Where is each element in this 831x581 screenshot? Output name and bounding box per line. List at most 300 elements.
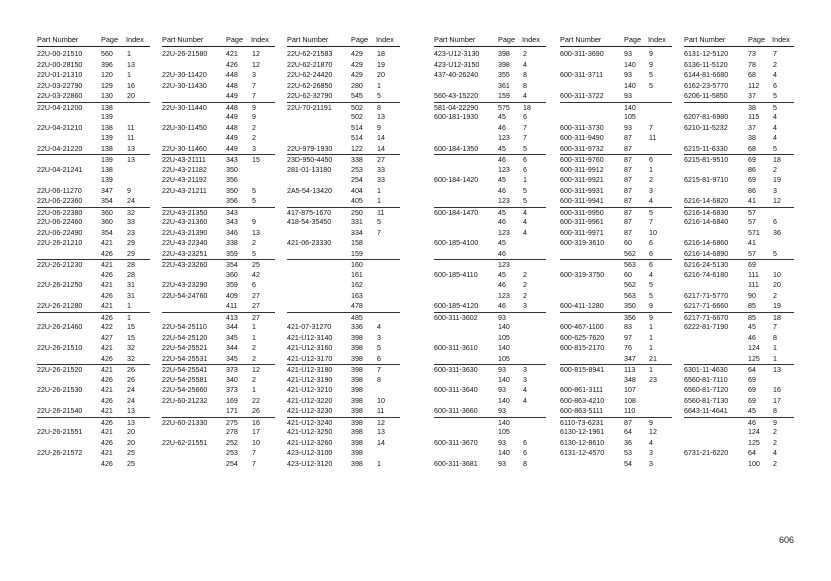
index-ref: 9	[649, 50, 653, 58]
part-number: 6301-11-4630	[684, 366, 728, 374]
index-ref: 5	[773, 103, 777, 112]
index-ref: 19	[773, 176, 781, 184]
index-row	[37, 207, 150, 218]
index-row	[560, 175, 672, 186]
index-row	[287, 301, 400, 312]
page-ref: 426	[101, 270, 113, 279]
page-ref: 350	[624, 302, 636, 310]
index-ref: 23	[649, 375, 657, 384]
part-number: 600-319-3610	[560, 239, 605, 247]
index-ref: 13	[127, 144, 135, 153]
page-ref: 405	[351, 197, 363, 205]
index-ref: 33	[377, 176, 385, 184]
index-ref: 26	[252, 407, 260, 415]
page-ref: 398	[351, 354, 363, 363]
index-row	[684, 175, 794, 186]
index-ref: 7	[523, 123, 527, 132]
page-ref: 280	[351, 81, 363, 90]
index-row	[162, 49, 275, 60]
index-row	[684, 196, 794, 207]
part-number: 22U-26-21210	[37, 239, 83, 247]
index-row	[560, 102, 672, 113]
index-ref: 15	[127, 323, 135, 331]
index-ref: 4	[773, 71, 777, 79]
part-number: 22U-06-22360	[37, 197, 83, 205]
page-ref: 46	[748, 333, 756, 342]
part-number: 22U-30-11450	[162, 123, 207, 132]
part-number: 6216-14-6840	[684, 218, 729, 226]
index-row	[434, 343, 546, 354]
header-part-number: Part Number	[287, 35, 329, 44]
index-ref: 11	[127, 123, 135, 132]
index-row	[162, 333, 275, 344]
part-number: 600-319-3750	[560, 270, 605, 279]
index-row	[287, 154, 400, 165]
page-ref: 60	[624, 270, 632, 279]
index-row	[560, 343, 672, 354]
part-number: 22U-43-21390	[162, 228, 208, 237]
page-ref: 123	[498, 134, 510, 142]
index-row	[37, 91, 150, 102]
index-ref: 3	[523, 375, 527, 384]
index-ref: 12	[252, 60, 260, 69]
index-ref: 17	[252, 428, 260, 436]
part-number: 6131-12-4570	[560, 449, 605, 457]
page-ref: 426	[101, 459, 113, 468]
part-number: 421-06-23330	[287, 239, 332, 247]
index-ref: 1	[773, 344, 777, 352]
index-ref: 4	[649, 438, 653, 447]
page-ref: 76	[624, 344, 632, 352]
index-row	[162, 249, 275, 260]
page-ref: 448	[226, 71, 238, 79]
index-ref: 27	[377, 156, 385, 164]
index-ref: 17	[773, 396, 781, 405]
part-number: 600-311-9971	[560, 228, 604, 237]
page-ref: 545	[351, 92, 363, 100]
index-ref: 27	[252, 313, 260, 322]
column-header	[37, 35, 150, 44]
index-row	[287, 322, 400, 333]
index-row	[287, 417, 400, 428]
index-row	[684, 406, 794, 417]
index-ref: 26	[127, 375, 135, 384]
index-ref: 2	[773, 165, 777, 174]
page-ref: 426	[101, 291, 113, 300]
part-number: 22U-30-11430	[162, 81, 207, 90]
part-number: 600-815-8941	[560, 366, 605, 374]
part-number: 418-54-35450	[287, 218, 332, 226]
index-ref: 3	[649, 186, 653, 195]
index-ref: 5	[649, 291, 653, 300]
index-ref: 12	[649, 428, 657, 436]
index-column-3	[287, 35, 400, 468]
part-number: 6216-24-5130	[684, 261, 729, 269]
index-ref: 1	[127, 313, 131, 322]
part-number: 6162-23-5770	[684, 81, 729, 90]
index-row	[37, 238, 150, 249]
index-row	[287, 102, 400, 113]
index-row	[162, 448, 275, 459]
page-ref: 87	[624, 165, 632, 174]
header-rule	[684, 46, 794, 47]
page-ref: 575	[498, 103, 510, 112]
index-row	[560, 280, 672, 291]
index-row	[684, 375, 794, 386]
part-number: 423-U12-3120	[287, 459, 333, 468]
index-row	[162, 196, 275, 207]
index-ref: 6	[773, 218, 777, 226]
index-row	[162, 322, 275, 333]
index-row	[37, 364, 150, 375]
index-ref: 18	[377, 50, 385, 58]
index-ref: 2	[252, 375, 256, 384]
header-part-number: Part Number	[684, 35, 726, 44]
part-number: 421-U12-3140	[287, 333, 333, 342]
page-ref: 86	[748, 186, 756, 195]
page-ref: 110	[624, 407, 636, 415]
page-ref: 68	[748, 144, 756, 153]
page-number: 606	[778, 535, 794, 545]
index-ref: 3	[377, 333, 381, 342]
header-page: Page	[351, 35, 369, 44]
part-number: 421-U12-3160	[287, 344, 333, 352]
part-number: 22U-04-21241	[37, 165, 83, 174]
index-row	[434, 280, 546, 291]
part-number: 6110-73-6231	[560, 418, 604, 427]
index-ref: 2	[523, 50, 527, 58]
part-number: 22U-43-23260	[162, 261, 208, 269]
part-number: 421-U12-3210	[287, 386, 333, 394]
index-row	[434, 354, 546, 365]
page-ref: 360	[226, 270, 238, 279]
page-ref: 356	[624, 313, 636, 322]
index-ref: 6	[649, 249, 653, 258]
header-rule	[560, 46, 672, 47]
page-ref: 45	[498, 176, 506, 184]
page-ref: 100	[748, 459, 760, 468]
page-ref: 46	[498, 281, 506, 289]
page-ref: 158	[351, 239, 363, 247]
page-ref: 64	[624, 428, 632, 436]
page-ref: 68	[748, 71, 756, 79]
page-ref: 130	[101, 92, 113, 100]
page-ref: 57	[748, 249, 756, 258]
index-ref: 2	[252, 239, 256, 247]
index-row	[162, 343, 275, 354]
index-row	[684, 186, 794, 197]
page-ref: 140	[498, 344, 510, 352]
index-row	[434, 228, 546, 239]
page-ref: 355	[498, 71, 510, 79]
index-ref: 5	[523, 144, 527, 153]
header-page: Page	[748, 35, 766, 44]
index-row	[37, 165, 150, 176]
page-ref: 57	[748, 208, 756, 217]
page-ref: 87	[624, 134, 632, 142]
index-row	[37, 280, 150, 291]
index-ref: 5	[649, 281, 653, 289]
index-row	[560, 228, 672, 239]
index-row	[560, 364, 672, 375]
index-row	[37, 249, 150, 260]
part-number: 600-185-4120	[434, 302, 479, 310]
page-ref: 140	[624, 81, 636, 90]
part-number: 22U-03-22790	[37, 81, 83, 90]
index-ref: 22	[252, 396, 260, 405]
page-ref: 169	[226, 396, 238, 405]
page-ref: 421	[101, 344, 113, 352]
page-ref: 336	[351, 323, 363, 331]
header-index: Index	[522, 35, 540, 44]
page-ref: 346	[226, 228, 238, 237]
part-number: 600-311-9941	[560, 197, 604, 205]
header-part-number: Part Number	[434, 35, 476, 44]
page-ref: 69	[748, 396, 756, 405]
index-ref: 3	[649, 459, 653, 468]
part-number: 560-43-15220	[434, 92, 479, 100]
page-ref: 348	[624, 375, 636, 384]
index-ref: 29	[127, 239, 135, 247]
part-number: 600-311-9950	[560, 208, 604, 217]
page-ref: 398	[351, 407, 363, 415]
index-row	[162, 217, 275, 228]
index-row	[37, 438, 150, 449]
index-row	[37, 291, 150, 302]
part-number: 22U-26-21460	[37, 323, 83, 331]
index-row	[434, 196, 546, 207]
index-row	[560, 165, 672, 176]
part-number: 22U-43-21211	[162, 186, 207, 195]
page-ref: 139	[101, 113, 113, 121]
index-ref: 5	[773, 144, 777, 153]
index-row	[162, 427, 275, 438]
page-ref: 344	[226, 323, 238, 331]
page-ref: 69	[748, 156, 756, 164]
part-number: 600-181-1930	[434, 113, 479, 121]
index-row	[37, 60, 150, 71]
index-row	[560, 301, 672, 312]
page-ref: 45	[498, 113, 506, 121]
page-ref: 140	[624, 60, 636, 69]
index-row	[37, 448, 150, 459]
index-ref: 5	[523, 197, 527, 205]
index-row	[287, 217, 400, 228]
page-ref: 123	[498, 228, 510, 237]
index-ref: 2	[773, 438, 777, 447]
index-row	[684, 291, 794, 302]
part-number: 6215-81-9510	[684, 156, 729, 164]
page-ref: 45	[498, 239, 506, 247]
index-ref: 14	[377, 438, 385, 447]
part-number: 600-311-9931	[560, 186, 604, 195]
page-ref: 93	[624, 50, 632, 58]
index-ref: 9	[649, 313, 653, 322]
page-ref: 73	[748, 50, 756, 58]
index-row	[560, 196, 672, 207]
page-ref: 138	[101, 123, 113, 132]
part-number: 22U-30-11420	[162, 71, 207, 79]
page-ref: 398	[498, 50, 510, 58]
page-ref: 562	[624, 281, 636, 289]
page-ref: 163	[351, 291, 363, 300]
page-ref: 41	[748, 239, 756, 247]
index-row	[162, 165, 275, 176]
index-row	[684, 396, 794, 407]
index-ref: 16	[773, 386, 781, 394]
page-ref: 426	[101, 418, 113, 427]
part-number: 6217-71-6660	[684, 302, 729, 310]
index-row	[560, 375, 672, 386]
index-ref: 5	[252, 197, 256, 205]
page-ref: 105	[498, 428, 510, 436]
index-row	[434, 249, 546, 260]
index-row	[684, 364, 794, 375]
part-number: 6560-81-7110	[684, 375, 728, 384]
index-ref: 6	[523, 438, 527, 447]
index-row	[560, 417, 672, 428]
index-row	[162, 91, 275, 102]
page-ref: 87	[624, 208, 632, 217]
index-row	[287, 165, 400, 176]
column-header	[162, 35, 275, 44]
index-ref: 8	[773, 407, 777, 415]
index-row	[287, 364, 400, 375]
index-row	[684, 207, 794, 218]
part-number: 22U-00-28150	[37, 60, 83, 69]
index-ref: 1	[127, 50, 131, 58]
part-number: 22U-54-25581	[162, 375, 208, 384]
part-number: 22U-43-21350	[162, 208, 208, 217]
index-row	[434, 165, 546, 176]
part-number: 600-184-1470	[434, 208, 479, 217]
index-row	[37, 343, 150, 354]
page-ref: 37	[748, 123, 756, 132]
header-rule	[162, 46, 275, 47]
part-number: 421-U12-3180	[287, 366, 333, 374]
index-row	[684, 123, 794, 134]
part-number: 600-311-9961	[560, 218, 604, 226]
index-row	[162, 133, 275, 144]
index-row	[287, 280, 400, 291]
part-number: 600-311-3690	[560, 50, 604, 58]
index-row	[287, 144, 400, 155]
index-row	[162, 280, 275, 291]
page-ref: 373	[226, 366, 238, 374]
index-row	[684, 81, 794, 92]
page-ref: 160	[351, 261, 363, 269]
index-row	[560, 49, 672, 60]
page-ref: 140	[498, 449, 510, 457]
part-number: 22U-43-23290	[162, 281, 208, 289]
page-ref: 108	[624, 396, 636, 405]
header-page: Page	[226, 35, 244, 44]
page-ref: 159	[351, 249, 363, 258]
page-ref: 278	[226, 428, 238, 436]
page-ref: 53	[624, 449, 632, 457]
index-row	[560, 396, 672, 407]
part-number: 6216-14-6890	[684, 249, 729, 258]
part-number: 22U-54-25120	[162, 333, 208, 342]
page-ref: 398	[351, 449, 363, 457]
index-ref: 4	[523, 60, 527, 69]
index-row	[684, 165, 794, 176]
page-ref: 122	[351, 144, 363, 153]
index-ref: 7	[649, 218, 653, 226]
part-number: 581-04-22290	[434, 103, 479, 112]
index-ref: 2	[523, 270, 527, 279]
index-ref: 4	[523, 396, 527, 405]
page-ref: 125	[748, 438, 760, 447]
part-number: 600-184-1420	[434, 176, 479, 184]
index-ref: 32	[127, 344, 135, 352]
index-row	[287, 448, 400, 459]
page-ref: 93	[498, 407, 506, 415]
page-ref: 422	[101, 323, 113, 331]
part-number: 6206-11-5850	[684, 92, 728, 100]
index-ref: 14	[377, 144, 385, 153]
page-ref: 449	[226, 113, 238, 121]
page-ref: 107	[624, 386, 636, 394]
index-ref: 14	[377, 134, 385, 142]
page-ref: 354	[101, 197, 113, 205]
index-ref: 4	[773, 449, 777, 457]
part-number: 421-U12-3240	[287, 418, 333, 427]
page-ref: 485	[351, 313, 363, 322]
index-row	[37, 175, 150, 186]
index-ref: 6	[649, 156, 653, 164]
index-row	[287, 112, 400, 123]
part-number: 600-311-3640	[434, 386, 478, 394]
page-ref: 429	[351, 71, 363, 79]
index-ref: 6	[523, 165, 527, 174]
index-ref: 21	[649, 354, 657, 363]
page-ref: 125	[748, 354, 760, 363]
part-number: 22U-01-21310	[37, 71, 83, 79]
page-ref: 398	[498, 60, 510, 69]
index-ref: 1	[377, 81, 381, 90]
index-row	[287, 249, 400, 260]
index-ref: 10	[252, 438, 260, 447]
page-ref: 105	[498, 354, 510, 363]
page-ref: 254	[226, 459, 238, 468]
index-ref: 1	[377, 197, 381, 205]
part-number: 22U-62-26850	[287, 81, 333, 90]
index-row	[684, 144, 794, 155]
index-ref: 1	[252, 333, 256, 342]
page-ref: 571	[748, 228, 760, 237]
index-row	[684, 385, 794, 396]
index-row	[684, 91, 794, 102]
part-number: 22U-62-21583	[287, 50, 333, 58]
index-row	[684, 343, 794, 354]
index-row	[37, 459, 150, 470]
index-row	[434, 144, 546, 155]
index-row	[37, 70, 150, 81]
index-row	[684, 312, 794, 323]
index-ref: 4	[649, 197, 653, 205]
index-row	[684, 427, 794, 438]
page-ref: 38	[748, 134, 756, 142]
index-ref: 1	[252, 323, 256, 331]
index-ref: 6	[252, 281, 256, 289]
part-number: 22U-26-21530	[37, 386, 83, 394]
part-number: 6216-14-6830	[684, 208, 729, 217]
index-row	[560, 448, 672, 459]
part-number: 22U-26-21510	[37, 344, 83, 352]
page-ref: 252	[226, 438, 238, 447]
page-ref: 449	[226, 134, 238, 142]
